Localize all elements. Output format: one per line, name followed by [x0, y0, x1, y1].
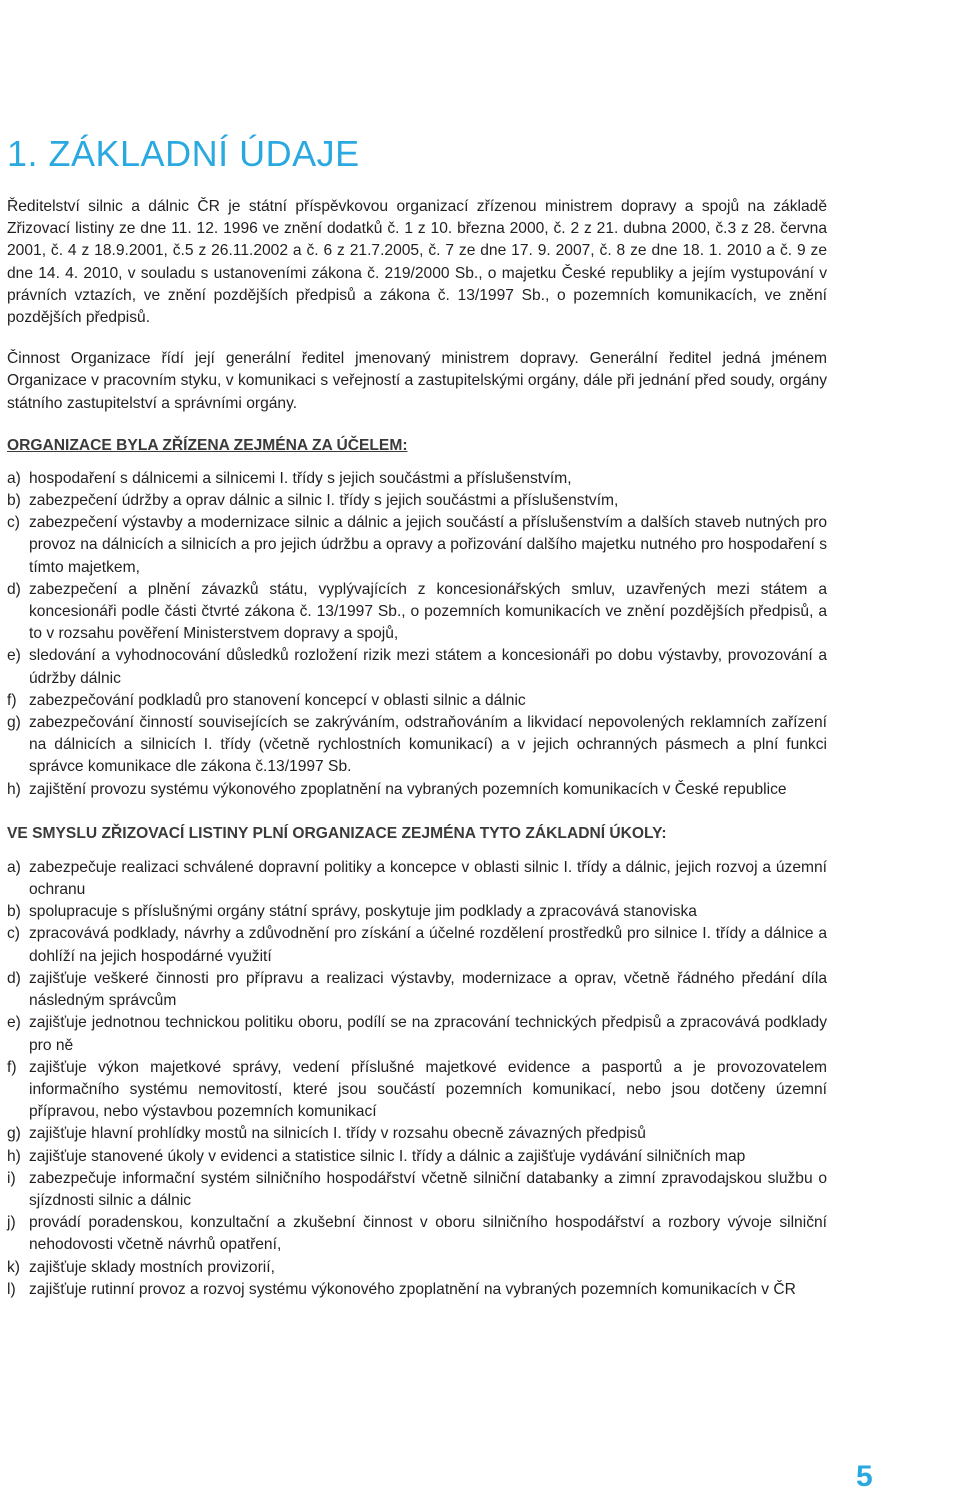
list-item-marker: j) — [7, 1214, 16, 1232]
list-item-marker: g) — [7, 714, 21, 732]
list-item-text: zabezpečování činností souvisejících se zakrýváním, odstraňováním a likvidací nepovolených reklamních zařízení na dálnicích a silnicích I. třídy (včetně rychlostních komunikací) a v jejich ochranných pásmech a plní funkci správce komunikace dle zákona č.13/1997 Sb. — [29, 714, 827, 776]
list-item — [7, 690, 827, 712]
list-item-marker: e) — [7, 647, 21, 665]
list-item-text: zajišťuje rutinní provoz a rozvoj systému výkonového zpoplatnění na vybraných pozemních komunikacích v ČR — [29, 1280, 796, 1298]
list-item-text: zabezpečuje informační systém silničního hospodářství včetně silniční databanky a zimní zpravodajskou službu o sjízdnosti silnic a dálnic — [29, 1169, 827, 1209]
page-title: 1. ZÁKLADNÍ ÚDAJE — [7, 133, 360, 174]
page-number: 5 — [856, 1460, 873, 1493]
list-item-text: zabezpečení údržby a oprav dálnic a silnic I. třídy s jejich součástmi a příslušenstvím, — [29, 492, 619, 510]
list-item-text: zabezpečuje realizaci schválené dopravní politiky a koncepce v oblasti silnic I. třídy a dálnic, jejich rozvoj a územní ochranu — [29, 858, 827, 899]
list-item-text: zajišťuje hlavní prohlídky mostů na silnicích I. třídy v rozsahu obecně závazných předpisů — [29, 1125, 646, 1143]
list-item-text: zajišťuje výkon majetkové správy, vedení příslušné majetkové evidence a pasportů a je provozovatelem informačního systému nemovitostí, které jsou součástí pozemních komunikací, nebo jsou dotčeny územní přípravou, nebo výstavbou pozemních komunikací — [29, 1058, 827, 1121]
list-item-text: zpracovává podklady, návrhy a zdůvodnění pro získání a účelné rozdělení prostředků pro silnice I. třídy a dálnice a dohlíží na jejich hospodárné využití — [29, 925, 827, 965]
list-item-text: sledování a vyhodnocování důsledků rozložení rizik mezi státem a koncesionáři po dobu výstavby, provozování a údržby dálnic — [29, 647, 827, 687]
list-item — [7, 512, 827, 579]
list-item-marker: d) — [7, 580, 21, 598]
list-item-marker: b) — [7, 903, 21, 921]
list-item — [7, 1057, 827, 1124]
list-item — [7, 1279, 827, 1301]
list-item-marker: f) — [7, 691, 17, 709]
list-item-marker: l) — [7, 1280, 16, 1298]
list-item-marker: e) — [7, 1014, 21, 1032]
list-item — [7, 712, 827, 779]
list-item — [7, 1212, 827, 1256]
list-item-text: provádí poradenskou, konzultační a zkušební činnost v oboru silničního hospodářství a rozbory vývoje silniční nehodovosti včetně návrhů opatření, — [29, 1214, 827, 1254]
list-item-marker: a) — [7, 858, 21, 876]
management-paragraph: Činnost Organizace řídí její generální ředitel jmenovaný ministrem dopravy. Generální ředitel jedná jménem Organizace v pracovním styku, v komunikaci s veřejností a zastupitelskými orgány, dále při jednání před soudy, orgány státního zastupitelství a správními orgány. — [7, 350, 827, 412]
list-item-marker: g) — [7, 1125, 21, 1143]
purposes-list — [7, 468, 827, 801]
list-item — [7, 901, 827, 923]
list-item-marker: d) — [7, 969, 21, 987]
list-item — [7, 1012, 827, 1056]
list-item — [7, 1257, 827, 1279]
tasks-heading: VE SMYSLU ZŘIZOVACÍ LISTINY PLNÍ ORGANIZACE ZEJMÉNA TYTO ZÁKLADNÍ ÚKOLY: — [7, 824, 667, 842]
list-item — [7, 1123, 827, 1145]
list-item — [7, 923, 827, 967]
list-item-marker: h) — [7, 1147, 21, 1165]
tasks-list — [7, 857, 827, 1301]
list-item-marker: c) — [7, 925, 20, 943]
list-item-text: spolupracuje s příslušnými orgány státní správy, poskytuje jim podklady a zpracovává stanoviska — [29, 903, 697, 921]
list-item — [7, 779, 827, 801]
list-item-text: zajišťuje stanovené úkoly v evidenci a statistice silnic I. třídy a dálnic a zajišťuje vydávání silničních map — [29, 1147, 746, 1165]
list-item — [7, 968, 827, 1012]
list-item-text: zabezpečení a plnění závazků státu, vyplývajících z koncesionářských smluv, uzavřených mezi státem a koncesionáři podle části čtvrté zákona č. 13/1997 Sb., o pozemních komunikacích ve znění pozdějších předpisů, a to v rozsahu pověření Ministerstvem dopravy a spojů, — [29, 580, 827, 643]
intro-paragraph: Ředitelství silnic a dálnic ČR je státní příspěvkovou organizací zřízenou ministrem dopravy a spojů na základě Zřizovací listiny ze dne 11. 12. 1996 ve znění dodatků č. 1 z 10. března 2000, č. 2 z 21. dubna 2000, č.3 z 28. června 2001, č. 4 z 18.9.2001, č.5 z 26.11.2002 a č. 6 z 21.7.2005, č. 7 ze dne 17. 9. 2007, č. 8 ze dne 18. 1. 2010 a č. 9 ze dne 14. 4. 2010, v souladu s ustanoveními zákona č. 219/2000 Sb., o majetku České republiky a jejím vystupování v právních vztazích, ve znění pozdějších předpisů a zákona č. 13/1997 Sb., o pozemních komunikacích, ve znění pozdějších předpisů. — [7, 198, 827, 327]
list-item-text: zajištění provozu systému výkonového zpoplatnění na vybraných pozemních komunikacích v České republice — [29, 780, 787, 798]
list-item-text: zajišťuje sklady mostních provizorií, — [29, 1258, 275, 1276]
list-item-marker: k) — [7, 1258, 20, 1276]
list-item-text: hospodaření s dálnicemi a silnicemi I. třídy s jejich součástmi a příslušenstvím, — [29, 469, 572, 487]
list-item-marker: c) — [7, 514, 20, 532]
list-item-marker: b) — [7, 492, 21, 510]
list-item — [7, 1146, 827, 1168]
list-item-marker: f) — [7, 1058, 17, 1076]
list-item-marker: a) — [7, 469, 21, 487]
list-item-marker: i) — [7, 1169, 16, 1187]
list-item-text: zajišťuje jednotnou technickou politiku oboru, podílí se na zpracování technických předpisů a zpracovává podklady pro ně — [29, 1014, 827, 1054]
list-item — [7, 857, 827, 901]
list-item — [7, 490, 827, 512]
list-item — [7, 1168, 827, 1212]
list-item-text: zajišťuje veškeré činnosti pro přípravu a realizaci výstavby, modernizace a oprav, včetně řádného předání díla následným správcům — [29, 969, 827, 1010]
document-body — [7, 196, 827, 1301]
list-item — [7, 468, 827, 490]
purposes-heading: ORGANIZACE BYLA ZŘÍZENA ZEJMÉNA ZA ÚČELEM: — [7, 436, 408, 454]
list-item — [7, 645, 827, 689]
list-item-text: zabezpečování podkladů pro stanovení koncepcí v oblasti silnic a dálnic — [29, 691, 526, 709]
list-item-marker: h) — [7, 780, 21, 798]
list-item-text: zabezpečení výstavby a modernizace silnic a dálnic a jejich součástí a příslušenstvím a dalších staveb nutných pro provoz na dálnicích a silnicích a pro jejich údržbu a opravy a pořizování dalšího majetku nutného pro hospodaření s tímto majetkem, — [29, 514, 827, 576]
list-item — [7, 579, 827, 646]
